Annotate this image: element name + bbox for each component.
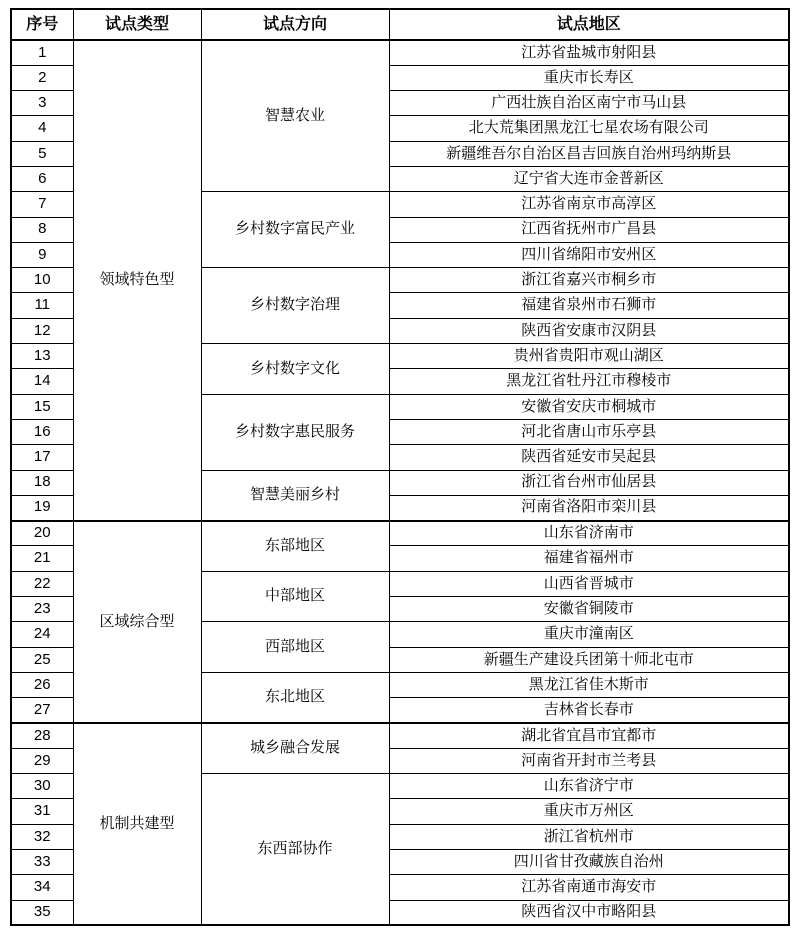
cell-index: 34 — [11, 875, 73, 900]
cell-index: 33 — [11, 850, 73, 875]
cell-pilot-area: 山东省济宁市 — [389, 774, 789, 799]
cell-pilot-area: 四川省绵阳市安州区 — [389, 242, 789, 267]
cell-index: 26 — [11, 672, 73, 697]
cell-pilot-area: 浙江省杭州市 — [389, 824, 789, 849]
cell-index: 31 — [11, 799, 73, 824]
cell-index: 25 — [11, 647, 73, 672]
cell-pilot-area: 山东省济南市 — [389, 521, 789, 546]
table-row — [11, 521, 789, 546]
pilot-areas-table — [10, 8, 790, 926]
cell-pilot-area: 江苏省南京市高淳区 — [389, 192, 789, 217]
cell-index: 10 — [11, 268, 73, 293]
cell-pilot-area: 陕西省延安市吴起县 — [389, 445, 789, 470]
cell-pilot-direction: 东北地区 — [201, 672, 389, 723]
cell-pilot-direction: 西部地区 — [201, 622, 389, 673]
cell-pilot-area: 河北省唐山市乐亭县 — [389, 419, 789, 444]
table-row — [11, 723, 789, 748]
cell-index: 17 — [11, 445, 73, 470]
cell-index: 35 — [11, 900, 73, 925]
table-row — [11, 40, 789, 65]
cell-pilot-area: 河南省洛阳市栾川县 — [389, 495, 789, 520]
cell-pilot-area: 贵州省贵阳市观山湖区 — [389, 344, 789, 369]
table-header-row — [11, 9, 789, 40]
cell-pilot-area: 江西省抚州市广昌县 — [389, 217, 789, 242]
cell-pilot-area: 安徽省安庆市桐城市 — [389, 394, 789, 419]
table-header — [11, 9, 789, 40]
cell-pilot-type: 领域特色型 — [73, 40, 201, 521]
column-header-direction: 试点方向 — [201, 9, 389, 40]
cell-index: 16 — [11, 419, 73, 444]
cell-index: 6 — [11, 166, 73, 191]
cell-pilot-area: 重庆市长寿区 — [389, 65, 789, 90]
cell-pilot-area: 辽宁省大连市金普新区 — [389, 166, 789, 191]
cell-pilot-direction: 乡村数字治理 — [201, 268, 389, 344]
cell-pilot-area: 河南省开封市兰考县 — [389, 748, 789, 773]
cell-index: 30 — [11, 774, 73, 799]
cell-index: 28 — [11, 723, 73, 748]
cell-index: 13 — [11, 344, 73, 369]
cell-pilot-direction: 乡村数字文化 — [201, 344, 389, 395]
cell-pilot-area: 广西壮族自治区南宁市马山县 — [389, 91, 789, 116]
cell-index: 19 — [11, 495, 73, 520]
cell-pilot-area: 江苏省南通市海安市 — [389, 875, 789, 900]
cell-pilot-direction: 智慧美丽乡村 — [201, 470, 389, 521]
cell-pilot-direction: 中部地区 — [201, 571, 389, 622]
cell-index: 18 — [11, 470, 73, 495]
cell-pilot-area: 浙江省台州市仙居县 — [389, 470, 789, 495]
column-header-type: 试点类型 — [73, 9, 201, 40]
cell-index: 32 — [11, 824, 73, 849]
cell-index: 12 — [11, 318, 73, 343]
cell-index: 21 — [11, 546, 73, 571]
cell-pilot-area: 新疆维吾尔自治区昌吉回族自治州玛纳斯县 — [389, 141, 789, 166]
column-header-area: 试点地区 — [389, 9, 789, 40]
cell-index: 23 — [11, 597, 73, 622]
cell-index: 2 — [11, 65, 73, 90]
cell-pilot-area: 福建省福州市 — [389, 546, 789, 571]
cell-pilot-direction: 乡村数字富民产业 — [201, 192, 389, 268]
cell-pilot-type: 机制共建型 — [73, 723, 201, 925]
cell-pilot-area: 北大荒集团黑龙江七星农场有限公司 — [389, 116, 789, 141]
cell-pilot-area: 新疆生产建设兵团第十师北屯市 — [389, 647, 789, 672]
cell-index: 5 — [11, 141, 73, 166]
cell-pilot-direction: 东西部协作 — [201, 774, 389, 926]
cell-pilot-area: 四川省甘孜藏族自治州 — [389, 850, 789, 875]
cell-index: 27 — [11, 698, 73, 723]
cell-index: 9 — [11, 242, 73, 267]
column-header-index: 序号 — [11, 9, 73, 40]
cell-pilot-area: 黑龙江省牡丹江市穆棱市 — [389, 369, 789, 394]
cell-pilot-area: 安徽省铜陵市 — [389, 597, 789, 622]
cell-pilot-area: 江苏省盐城市射阳县 — [389, 40, 789, 65]
cell-pilot-direction: 东部地区 — [201, 521, 389, 572]
cell-index: 20 — [11, 521, 73, 546]
cell-pilot-area: 陕西省安康市汉阴县 — [389, 318, 789, 343]
cell-index: 24 — [11, 622, 73, 647]
cell-index: 15 — [11, 394, 73, 419]
cell-index: 4 — [11, 116, 73, 141]
cell-index: 7 — [11, 192, 73, 217]
cell-index: 29 — [11, 748, 73, 773]
cell-index: 8 — [11, 217, 73, 242]
cell-index: 3 — [11, 91, 73, 116]
cell-pilot-area: 湖北省宜昌市宜都市 — [389, 723, 789, 748]
cell-index: 14 — [11, 369, 73, 394]
cell-pilot-area: 福建省泉州市石狮市 — [389, 293, 789, 318]
cell-pilot-area: 浙江省嘉兴市桐乡市 — [389, 268, 789, 293]
cell-index: 22 — [11, 571, 73, 596]
cell-pilot-type: 区域综合型 — [73, 521, 201, 723]
cell-index: 11 — [11, 293, 73, 318]
cell-pilot-area: 吉林省长春市 — [389, 698, 789, 723]
cell-pilot-direction: 智慧农业 — [201, 40, 389, 192]
cell-pilot-area: 黑龙江省佳木斯市 — [389, 672, 789, 697]
cell-pilot-direction: 城乡融合发展 — [201, 723, 389, 774]
cell-pilot-area: 重庆市万州区 — [389, 799, 789, 824]
cell-pilot-direction: 乡村数字惠民服务 — [201, 394, 389, 470]
table-body — [11, 40, 789, 925]
cell-index: 1 — [11, 40, 73, 65]
cell-pilot-area: 重庆市潼南区 — [389, 622, 789, 647]
cell-pilot-area: 山西省晋城市 — [389, 571, 789, 596]
cell-pilot-area: 陕西省汉中市略阳县 — [389, 900, 789, 925]
